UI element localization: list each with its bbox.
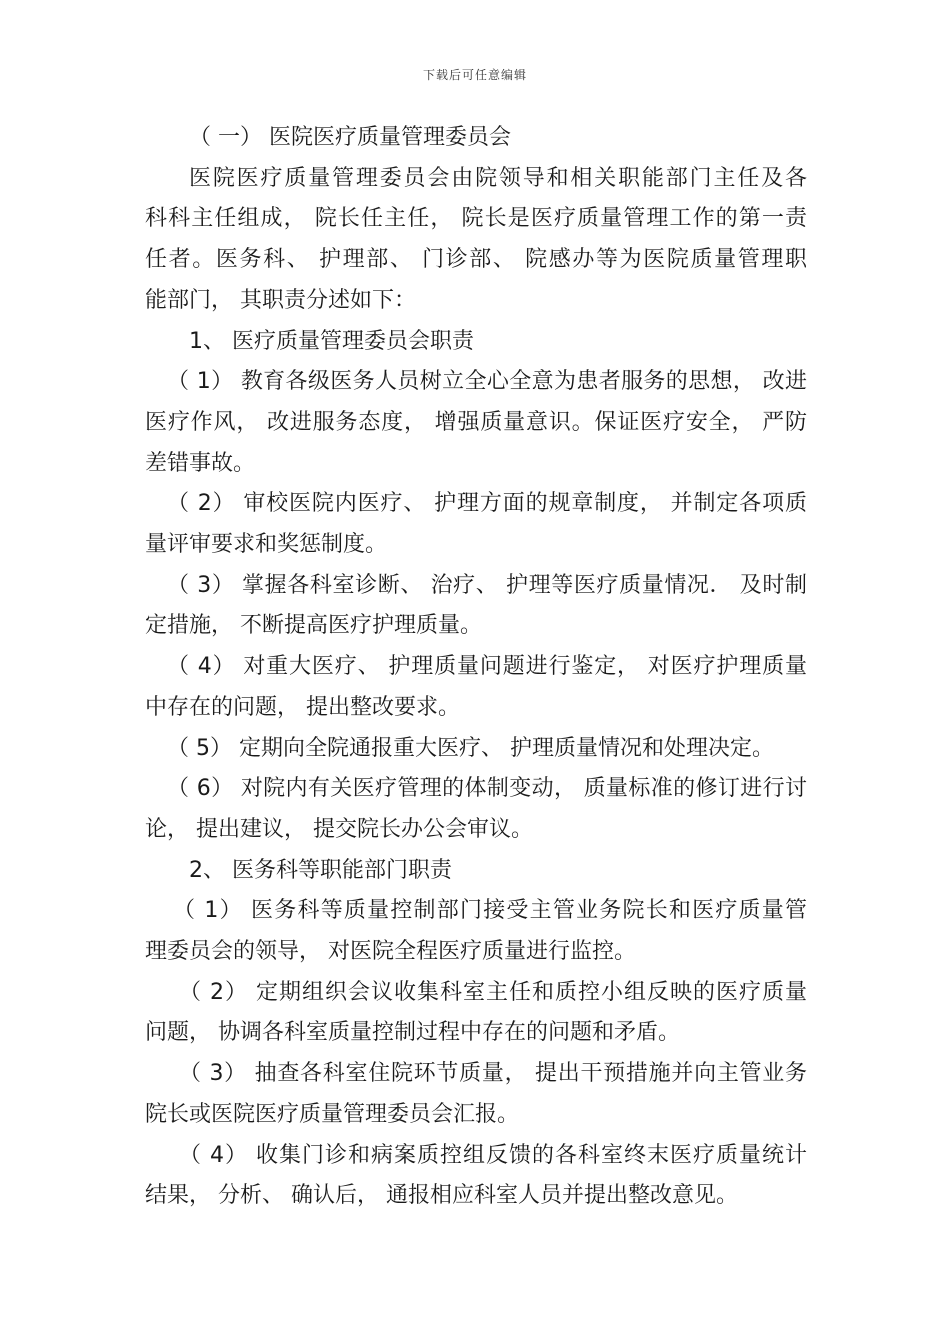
s1-item1-line3: 差错事故。 — [145, 450, 256, 476]
s2-item1-line2: 理委员会的领导， 对医院全程医疗质量进行监控。 — [145, 939, 636, 965]
s2-item4-line2: 结果， 分析、 确认后， 通报相应科室人员并提出整改意见。 — [145, 1183, 738, 1209]
s1-item5-line1: （ 5） 定期向全院通报重大医疗、 护理质量情况和处理决定。 — [167, 735, 774, 761]
subsection-heading-1: 1、 医疗质量管理委员会职责 — [189, 328, 474, 354]
document-body — [145, 118, 807, 1217]
s1-item4-line2: 中存在的问题， 提出整改要求。 — [145, 694, 460, 720]
intro-line-4: 能部门， 其职责分述如下： — [145, 287, 416, 313]
s1-item1-line1: （ 1） 教育各级医务人员树立全心全意为患者服务的思想， 改进 — [167, 369, 807, 395]
s1-item2-line2: 量评审要求和奖惩制度。 — [145, 532, 388, 558]
s2-item2-line2: 问题， 协调各科室质量控制过程中存在的问题和矛盾。 — [145, 1020, 680, 1046]
intro-line-3: 任者。医务科、 护理部、 门诊部、 院感办等为医院质量管理职 — [145, 247, 807, 273]
s1-item3-line1: （ 3） 掌握各科室诊断、 治疗、 护理等医疗质量情况． 及时制 — [167, 572, 807, 598]
s2-item3-line2: 院长或医院医疗质量管理委员会汇报。 — [145, 1101, 520, 1127]
s1-item4-line1: （ 4） 对重大医疗、 护理质量问题进行鉴定， 对医疗护理质量 — [167, 654, 807, 680]
intro-line-2: 科科主任组成， 院长任主任， 院长是医疗质量管理工作的第一责 — [145, 206, 807, 232]
s1-item6-line2: 论， 提出建议， 提交院长办公会审议。 — [145, 816, 533, 842]
section-heading: （ 一） 医院医疗质量管理委员会 — [189, 125, 511, 150]
s2-item1-line1: （ 1） 医务科等质量控制部门接受主管业务院长和医疗质量管 — [173, 898, 807, 924]
s2-item3-line1: （ 3） 抽查各科室住院环节质量， 提出干预措施并向主管业务 — [179, 1061, 807, 1087]
s1-item6-line1: （ 6） 对院内有关医疗管理的体制变动， 质量标准的修订进行讨 — [167, 776, 807, 802]
intro-line-1: 医院医疗质量管理委员会由院领导和相关职能部门主任及各 — [189, 165, 807, 191]
s1-item1-line2: 医疗作风， 改进服务态度， 增强质量意识。保证医疗安全， 严防 — [145, 409, 807, 435]
s2-item2-line1: （ 2） 定期组织会议收集科室主任和质控小组反映的医疗质量 — [179, 979, 807, 1005]
s1-item2-line1: （ 2） 审校医院内医疗、 护理方面的规章制度， 并制定各项质 — [167, 491, 807, 517]
s2-item4-line1: （ 4） 收集门诊和病案质控组反馈的各科室终末医疗质量统计 — [179, 1142, 807, 1168]
s1-item3-line2: 定措施， 不断提高医疗护理质量。 — [145, 613, 482, 639]
page-header: 下载后可任意编辑 — [422, 68, 527, 82]
subsection-heading-2: 2、 医务科等职能部门职责 — [189, 857, 452, 883]
